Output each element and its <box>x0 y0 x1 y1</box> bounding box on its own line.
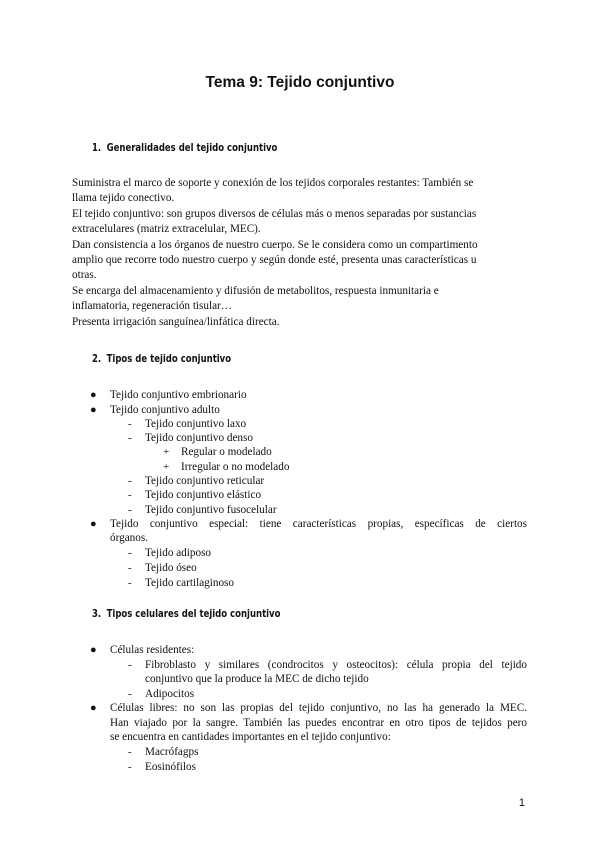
text-line: El tejido conjuntivo: son grupos diversos de células más o menos separadas por sustancias <box>72 207 477 220</box>
dash-marker: - <box>128 761 132 773</box>
list-item: Macrófagps <box>145 746 199 758</box>
list-item: Eosinófilos <box>145 761 196 773</box>
list-item: Tejido adiposo <box>145 547 212 559</box>
bullet-marker: ● <box>90 518 97 530</box>
text-line: Suministra el marco de soporte y conexión de los tejidos corporales restantes: También se <box>72 177 474 189</box>
dash-marker: - <box>128 489 132 501</box>
section-number: 3. <box>92 607 102 620</box>
list-item: Tejido óseo <box>145 562 197 574</box>
dash-marker: - <box>128 688 132 700</box>
text-line: inflamatoria, regeneración tisular… <box>72 300 232 313</box>
list-item: Adipocitos <box>145 688 195 700</box>
text-line: Presenta irrigación sanguínea/linfática directa. <box>72 315 280 328</box>
bullet-marker: ● <box>90 389 97 401</box>
dash-marker: - <box>128 577 132 589</box>
list-item: Tejido conjuntivo denso <box>145 432 253 444</box>
list-item: Tejido conjuntivo especial: tiene características propias, específicas de ciertos <box>110 518 527 530</box>
page-number: 1 <box>518 797 525 809</box>
bullet-marker: ● <box>90 702 97 714</box>
list-item: Células residentes: <box>110 644 195 656</box>
list-item-continuation: conjuntivo que la produce la MEC de dicho tejido <box>145 673 369 685</box>
list-item: Tejido conjuntivo reticular <box>145 475 265 487</box>
list-item: Tejido conjuntivo laxo <box>145 418 247 430</box>
dash-marker: - <box>128 659 132 671</box>
list-item: Células libres: no son las propias del tejido conjuntivo, no las ha generado la MEC. <box>110 702 527 714</box>
text-line: Se encarga del almacenamiento y difusión de metabolitos, respuesta inmunitaria e <box>72 284 439 297</box>
section-heading-3 <box>92 607 280 620</box>
section-heading-1 <box>92 141 277 154</box>
plus-marker: + <box>163 461 170 473</box>
section-number: 2. <box>92 352 102 365</box>
dash-marker: - <box>128 562 132 574</box>
list-item: Tejido conjuntivo fusocelular <box>145 504 277 516</box>
text-line: amplio que recorre todo nuestro cuerpo y según donde esté, presenta unas características u <box>72 254 477 267</box>
dash-marker: - <box>128 432 132 444</box>
list-item-continuation: se encuentra en cantidades importantes en el tejido conjuntivo: <box>110 731 391 743</box>
list-item: Tejido conjuntivo embrionario <box>110 389 247 401</box>
list-item: Tejido cartilaginoso <box>145 577 235 589</box>
plus-marker: + <box>163 446 170 458</box>
list-item-continuation: órganos. <box>110 532 149 544</box>
list-item: Regular o modelado <box>181 446 272 458</box>
dash-marker: - <box>128 746 132 758</box>
text-line: otras. <box>72 269 97 282</box>
dash-marker: - <box>128 418 132 430</box>
list-item: Tejido conjuntivo elástico <box>145 489 262 501</box>
document-title: Tema 9: Tejido conjuntivo <box>205 74 395 91</box>
section-title: Generalidades del tejido conjuntivo <box>106 141 278 154</box>
dash-marker: - <box>128 547 132 559</box>
text-line: Dan consistencia a los órganos de nuestro cuerpo. Se le considera como un compartimento <box>72 238 478 251</box>
section-heading-2 <box>92 352 231 365</box>
list-item: Fibroblasto y similares (condrocitos y osteocitos): célula propia del tejido <box>145 659 527 671</box>
dash-marker: - <box>128 475 132 487</box>
list-item: Tejido conjuntivo adulto <box>110 404 220 416</box>
section-number: 1. <box>92 141 102 154</box>
bullet-marker: ● <box>90 644 97 656</box>
text-line: llama tejido conectivo. <box>72 192 175 205</box>
section-title: Tipos de tejido conjuntivo <box>106 352 232 365</box>
list-item-continuation: Han viajado por la sangre. También las puedes encontrar en otro tipos de tejidos pero <box>110 717 527 729</box>
list-item: Irregular o no modelado <box>181 461 290 473</box>
section-title: Tipos celulares del tejido conjuntivo <box>106 607 281 620</box>
text-line: extracelulares (matriz extracelular, MEC). <box>72 223 261 236</box>
intro-paragraph <box>72 176 522 330</box>
dash-marker: - <box>128 504 132 516</box>
bullet-marker: ● <box>90 404 97 416</box>
